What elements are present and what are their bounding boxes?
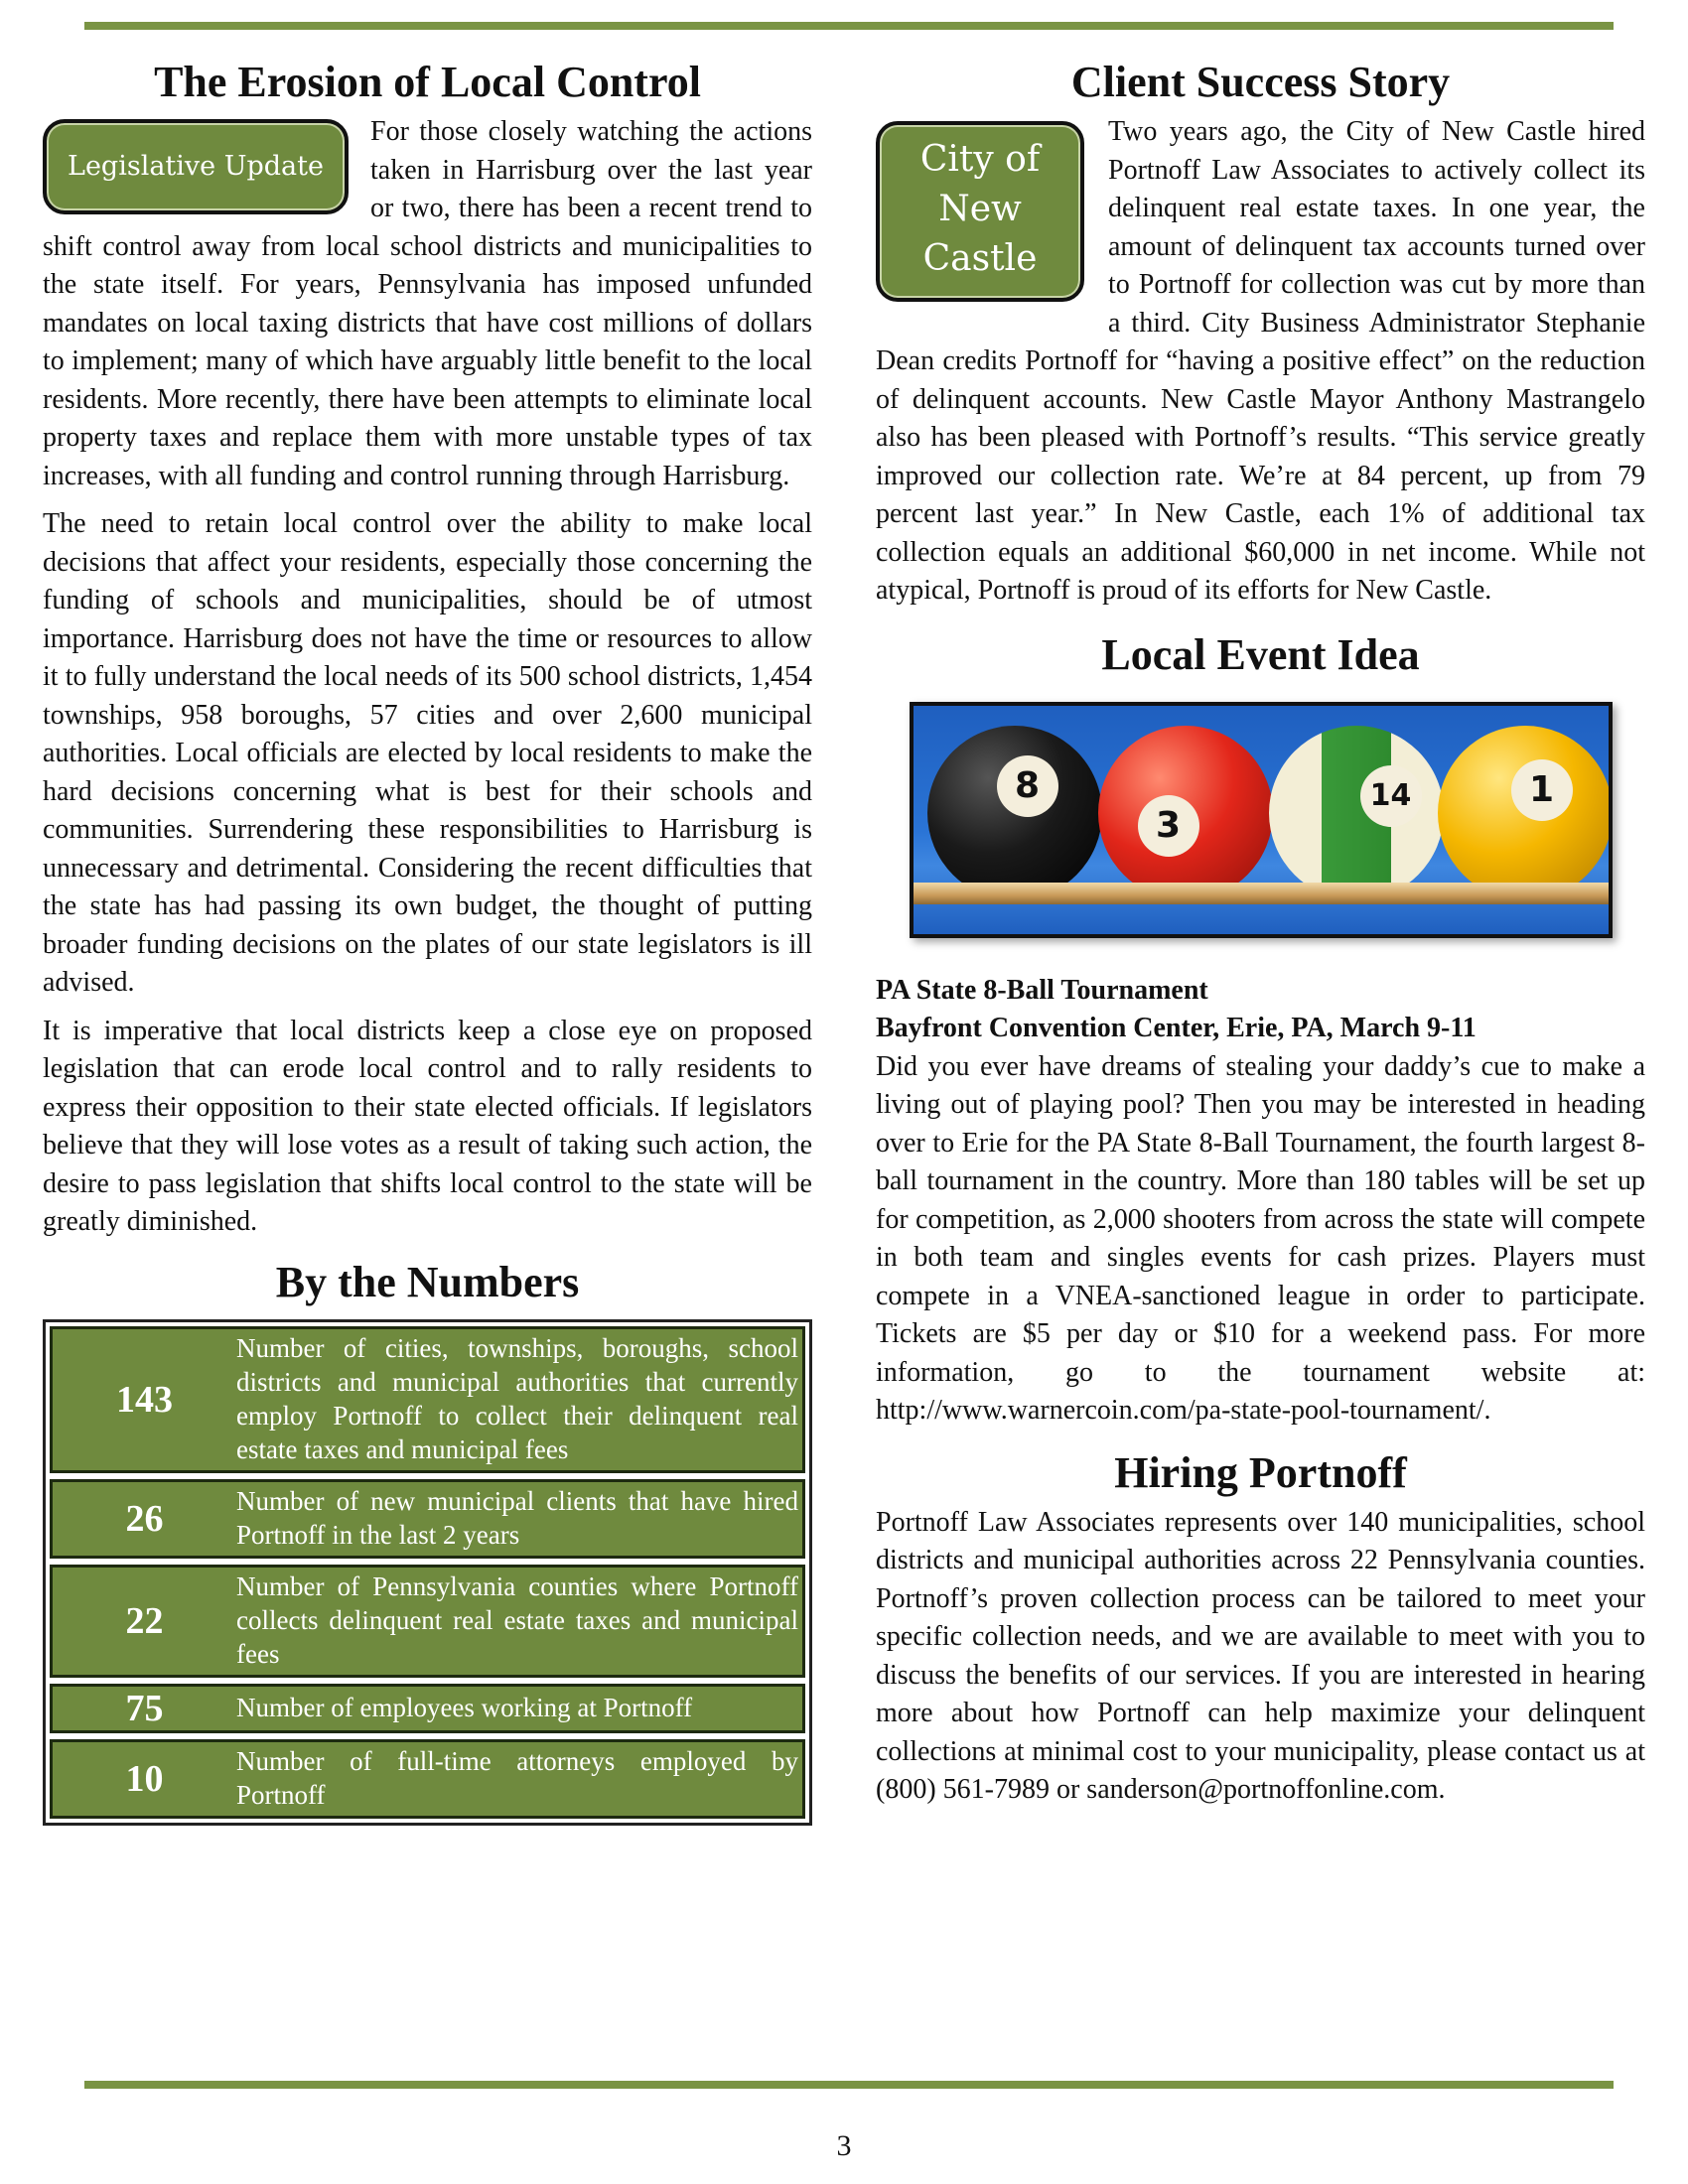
numbers-heading: By the Numbers [275,1257,580,1306]
legislative-update-badge: Legislative Update [43,119,349,214]
ball-number: 3 [1138,795,1199,857]
eight-ball [927,726,1102,900]
ball-number: 14 [1360,765,1422,827]
numbers-row [50,1684,805,1733]
numbers-row [50,1739,805,1819]
erosion-heading: The Erosion of Local Control [154,58,701,106]
bottom-rule [84,2081,1614,2089]
hiring-paragraph: Portnoff Law Associates represents over 140 municipalities, school districts and municipal authorities across 22 Pennsylvania counties. Portnoff’s proven collection process can be tailored to meet your specific collection needs, and we are available to meet with you to discuss the benefits of our services. If you are interested in hearing more about how Portnoff can help maximize your delinquent collections at minimal cost to your municipality, please contact us at (800) 561-7989 or sanderson@portnoffonline.com. [876,1506,1645,1805]
erosion-paragraph-3: It is imperative that local districts keep a close eye on proposed legislation that can erode local control and to rally residents to express their opposition to their state elected officials. If legislators believe that they will lose votes as a result of taking such action, the desire to pass legislation that shifts local control to the state will be greatly diminished. [43,1015,812,1237]
top-rule [84,22,1614,30]
numbers-value: 26 [125,1497,164,1540]
billiard-balls-photo [910,702,1613,938]
numbers-value: 22 [125,1599,164,1642]
red-ball [1098,726,1273,900]
numbers-row [50,1479,805,1559]
success-heading: Client Success Story [1070,58,1451,106]
event-heading: Local Event Idea [1101,629,1420,679]
pool-cue [914,883,1609,904]
numbers-description: Number of full-time attorneys employed by Portnoff [236,1745,798,1810]
event-paragraph: Did you ever have dreams of stealing your daddy’s cue to make a living out of playing pool? Then you may be interested in heading over to Erie for the PA State 8-Ball Tournament, the fourth largest 8-ball tournament in the country. More than 180 tables will be set up for competition, as 2,000 shooters from across the state will compete in both team and singles events for cash prizes. Players must compete in a VNEA-sanctioned league in order to participate. Tickets are $5 per day or $10 for a weekend pass. For more information, go to the tournament website at: http://www.warnercoin.com/pa-state-pool-tournament/. [876,1050,1645,1426]
right-column [876,40,1645,1820]
erosion-paragraph-2: The need to retain local control over the ability to make local decisions that affect your residents, especially those concerning the funding of schools and municipalities, should be of utmost importance. Harrisburg does not have the time or resources to allow it to fully understand the local needs of its 500 school districts, 1,454 townships, 958 boroughs, 57 cities and over 2,600 municipal authorities. Local officials are elected by local residents to make the hard decisions concerning what is best for their schools and communities. Surrendering these responsibilities to Harrisburg is unnecessary and detrimental. Considering the recent difficulties that the state has had passing its own budget, the thought of putting broader funding decisions on the plates of our state legislators is ill advised. [43,508,812,998]
numbers-description: Number of cities, townships, boroughs, school districts and municipal authorities that currently employ Portnoff to collect their delinquent real estate taxes and municipal fees [236,1332,798,1464]
left-column [43,40,812,1826]
ball-number: 8 [997,755,1058,817]
erosion-paragraph-1: For those closely watching the actions taken in Harrisburg over the last year or two, there has been a recent trend to shift control away from local school districts and municipalities to the state itself. For years, Pennsylvania has imposed unfunded mandates on local taxing districts that have cost millions of dollars to implement; many of which have arguably little benefit to the local residents. More recently, there have been attempts to eliminate local property taxes and replace them with more unstable types of tax increases, with all funding and control running through Harrisburg. [43,116,812,491]
numbers-description: Number of employees working at Portnoff [236,1692,693,1722]
numbers-value: 75 [125,1687,164,1729]
ball-number: 1 [1511,759,1573,821]
hiring-heading: Hiring Portnoff [1114,1447,1407,1497]
numbers-description: Number of Pennsylvania counties where Portnoff collects delinquent real estate taxes and municipal fees [236,1570,798,1669]
city-of-new-castle-badge: City of New Castle [876,121,1084,302]
event-location: Bayfront Convention Center, Erie, PA, March 9-11 [876,1013,1477,1043]
green-ball [1269,726,1444,900]
numbers-table [43,1319,812,1826]
numbers-description: Number of new municipal clients that have hired Portnoff in the last 2 years [236,1485,798,1550]
numbers-value: 143 [116,1378,173,1421]
event-title: PA State 8-Ball Tournament [876,974,1208,1006]
success-paragraph: Two years ago, the City of New Castle hired Portnoff Law Associates to actively collect its delinquent real estate taxes. In one year, the amount of delinquent tax accounts turned over to Portnoff for collection was cut by more than a third. City Business Administrator Stephanie Dean credits Portnoff for “having a positive effect” on the reduction of delinquent accounts. New Castle Mayor Anthony Mastrangelo also has been pleased with Portnoff’s results. “This service greatly improved our collection rate. We’re at 84 percent, up from 79 percent last year.” In New Castle, each 1% of additional tax collection equals an additional $60,000 in net income. While not atypical, Portnoff is proud of its efforts for New Castle. [876,116,1645,606]
numbers-value: 10 [125,1757,164,1800]
page-number: 3 [836,2129,852,2162]
numbers-row [50,1565,805,1678]
yellow-ball [1438,726,1613,900]
numbers-row [50,1326,805,1473]
